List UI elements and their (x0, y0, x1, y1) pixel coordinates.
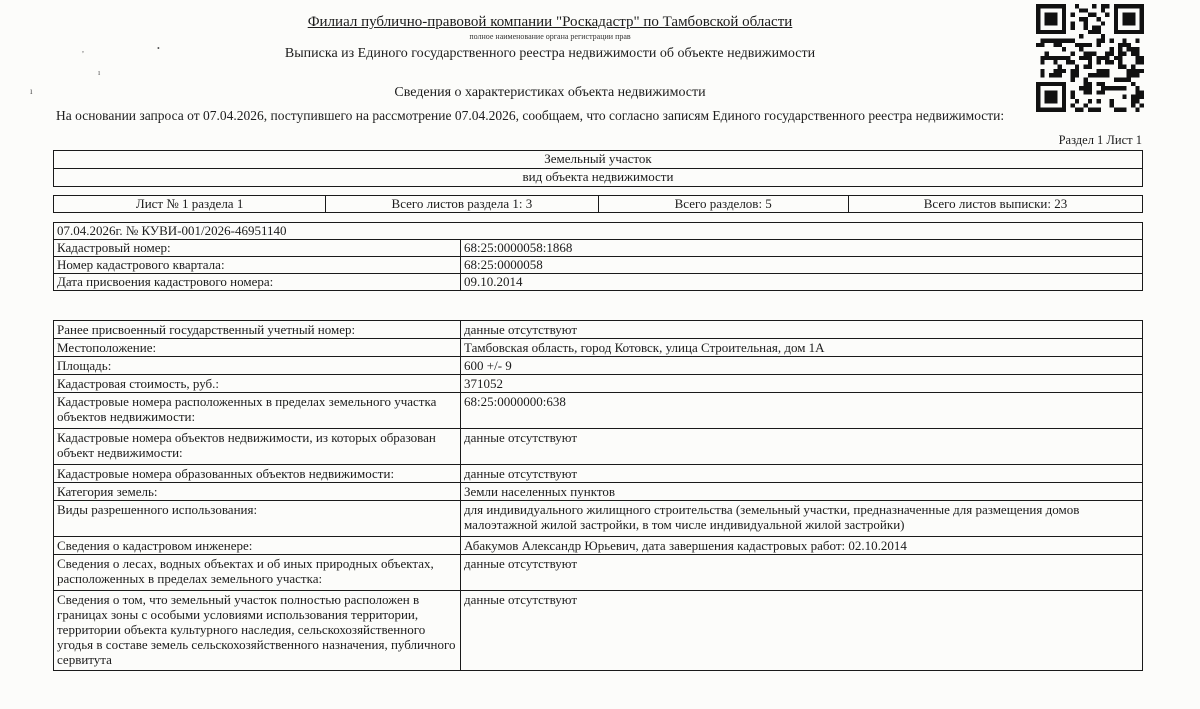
char-value: 371052 (461, 375, 1143, 393)
document-subtitle: Сведения о характеристиках объекта недвижимости (394, 85, 706, 100)
scan-speck: • (157, 44, 160, 53)
section-sheet-reference: Раздел 1 Лист 1 (1058, 133, 1142, 147)
char-value: для индивидуального жилищного строительства (земельный участки, предназначенные для размещения домов малоэтажной жилой застройки, в том числе индивидуальной жилой застройки) (461, 501, 1143, 537)
char-value: Тамбовская область, город Котовск, улица Строительная, дом 1А (461, 339, 1143, 357)
organization-name: Филиал публично-правовой компании "Роскадастр" по Тамбовской области (307, 14, 793, 30)
assignment-date-value: 09.10.2014 (461, 274, 1143, 291)
extract-sheet-count: Всего листов выписки: 23 (848, 196, 1142, 213)
scan-speck: ı (30, 86, 33, 96)
scan-speck: ı (98, 68, 101, 77)
char-label: Кадастровые номера образованных объектов недвижимости: (54, 465, 461, 483)
section-sheet-count: Всего листов раздела 1: 3 (326, 196, 598, 213)
sheet-number: Лист № 1 раздела 1 (54, 196, 326, 213)
cadastral-number-value: 68:25:0000058:1868 (461, 240, 1143, 257)
char-label: Кадастровые номера расположенных в пределах земельного участка объектов недвижимости: (54, 393, 461, 429)
document-title: Выписка из Единого государственного реестра недвижимости об объекте недвижимости (284, 46, 816, 61)
char-value: данные отсутствуют (461, 555, 1143, 591)
cadastral-quarter-value: 68:25:0000058 (461, 257, 1143, 274)
char-label: Категория земель: (54, 483, 461, 501)
qr-code-icon (1036, 4, 1144, 112)
section-count: Всего разделов: 5 (598, 196, 848, 213)
assignment-date-label: Дата присвоения кадастрового номера: (54, 274, 461, 291)
char-label: Площадь: (54, 357, 461, 375)
object-type-caption: вид объекта недвижимости (54, 169, 1143, 187)
identifiers-table (53, 222, 1143, 291)
organization-name-caption: полное наименование органа регистрации прав (469, 32, 631, 41)
cadastral-quarter-label: Номер кадастрового квартала: (54, 257, 461, 274)
char-label: Сведения о кадастровом инженере: (54, 537, 461, 555)
char-value: Земли населенных пунктов (461, 483, 1143, 501)
char-label: Кадастровые номера объектов недвижимости, из которых образован объект недвижимости: (54, 429, 461, 465)
char-label: Сведения о том, что земельный участок полностью расположен в границах зоны с особыми условиями использования территории, территории объекта культурного наследия, сельскохозяйственного угодья в составе земель сельскохозяйственного назначения, публичного сервитута (54, 591, 461, 671)
char-value: 68:25:0000000:638 (461, 393, 1143, 429)
object-type: Земельный участок (54, 151, 1143, 169)
char-value: 600 +/- 9 (461, 357, 1143, 375)
char-value: данные отсутствуют (461, 465, 1143, 483)
char-label: Местоположение: (54, 339, 461, 357)
char-value: данные отсутствуют (461, 591, 1143, 671)
request-basis-text: На основании запроса от 07.04.2026, поступившего на рассмотрение 07.04.2026, сообщаем, что согласно записям Единого государственного реестра недвижимости: (56, 108, 1005, 123)
sheet-info-table (53, 195, 1143, 213)
char-label: Сведения о лесах, водных объектах и об иных природных объектах, расположенных в пределах земельного участка: (54, 555, 461, 591)
char-value: Абакумов Александр Юрьевич, дата завершения кадастровых работ: 02.10.2014 (461, 537, 1143, 555)
characteristics-table (53, 320, 1143, 671)
char-value: данные отсутствуют (461, 429, 1143, 465)
char-label: Кадастровая стоимость, руб.: (54, 375, 461, 393)
cadastral-number-label: Кадастровый номер: (54, 240, 461, 257)
char-label: Виды разрешенного использования: (54, 501, 461, 537)
extract-id: 07.04.2026г. № КУВИ-001/2026-46951140 (54, 223, 1143, 240)
scan-speck: , (82, 45, 84, 54)
char-label: Ранее присвоенный государственный учетный номер: (54, 321, 461, 339)
char-value: данные отсутствуют (461, 321, 1143, 339)
object-type-table (53, 150, 1143, 187)
